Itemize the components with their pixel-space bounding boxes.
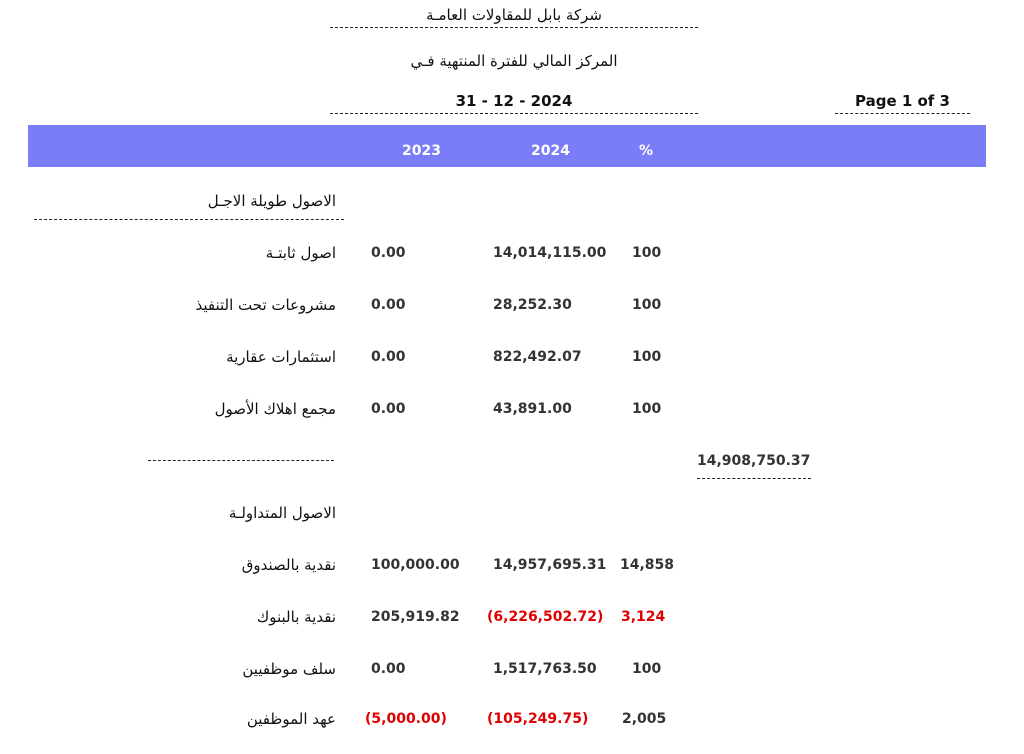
divider (34, 219, 344, 220)
row-label: استثمارات عقارية (226, 348, 336, 366)
value-2023: (5,000.00) (365, 711, 447, 727)
value-2023: 205,919.82 (371, 609, 460, 625)
value-percent: 100 (632, 245, 662, 261)
value-2024: (105,249.75) (487, 711, 589, 727)
value-percent: 2,005 (622, 711, 667, 727)
value-2024: 14,957,695.31 (493, 557, 607, 573)
value-percent: 100 (632, 401, 662, 417)
col-header-2023: 2023 (402, 143, 441, 159)
section-title-long-term: الاصول طويلة الاجـل (207, 192, 336, 210)
report-date: 31 - 12 - 2024 (455, 92, 573, 110)
row-label: سلف موظفيين (242, 660, 336, 678)
row-label: مشروعات تحت التنفيذ (195, 296, 336, 314)
row-label: نقدية بالصندوق (241, 556, 336, 574)
divider (835, 113, 970, 114)
value-2023: 0.00 (371, 349, 406, 365)
value-2024: 43,891.00 (493, 401, 572, 417)
value-2023: 0.00 (371, 245, 406, 261)
divider (330, 113, 698, 114)
value-2023: 0.00 (371, 661, 406, 677)
value-2024: (6,226,502.72) (487, 609, 604, 625)
value-percent: 100 (632, 297, 662, 313)
value-2024: 14,014,115.00 (493, 245, 607, 261)
value-2023: 0.00 (371, 401, 406, 417)
column-header-band (28, 125, 986, 167)
divider (330, 27, 698, 28)
long-term-total: 14,908,750.37 (697, 453, 811, 469)
row-label: نقدية بالبنوك (256, 608, 336, 626)
col-header-percent: % (639, 143, 654, 159)
row-label: عهد الموظفين (246, 710, 336, 728)
value-percent: 100 (632, 661, 662, 677)
value-percent: 3,124 (621, 609, 666, 625)
row-label: اصول ثابتـة (265, 244, 336, 262)
value-2024: 28,252.30 (493, 297, 572, 313)
company-name: شركة بابل للمقاولات العامـة (426, 6, 602, 24)
value-percent: 100 (632, 349, 662, 365)
value-2024: 822,492.07 (493, 349, 582, 365)
divider (148, 460, 334, 461)
value-2023: 100,000.00 (371, 557, 460, 573)
value-2023: 0.00 (371, 297, 406, 313)
page-indicator: Page 1 of 3 (855, 92, 950, 110)
row-label: مجمع اهلاك الأصول (214, 400, 336, 418)
col-header-2024: 2024 (531, 143, 570, 159)
report-title: المركز المالي للفترة المنتهية فـي (410, 52, 618, 70)
value-2024: 1,517,763.50 (493, 661, 597, 677)
value-percent: 14,858 (620, 557, 675, 573)
divider (697, 478, 811, 479)
section-title-current: الاصول المتداولـة (228, 504, 336, 522)
